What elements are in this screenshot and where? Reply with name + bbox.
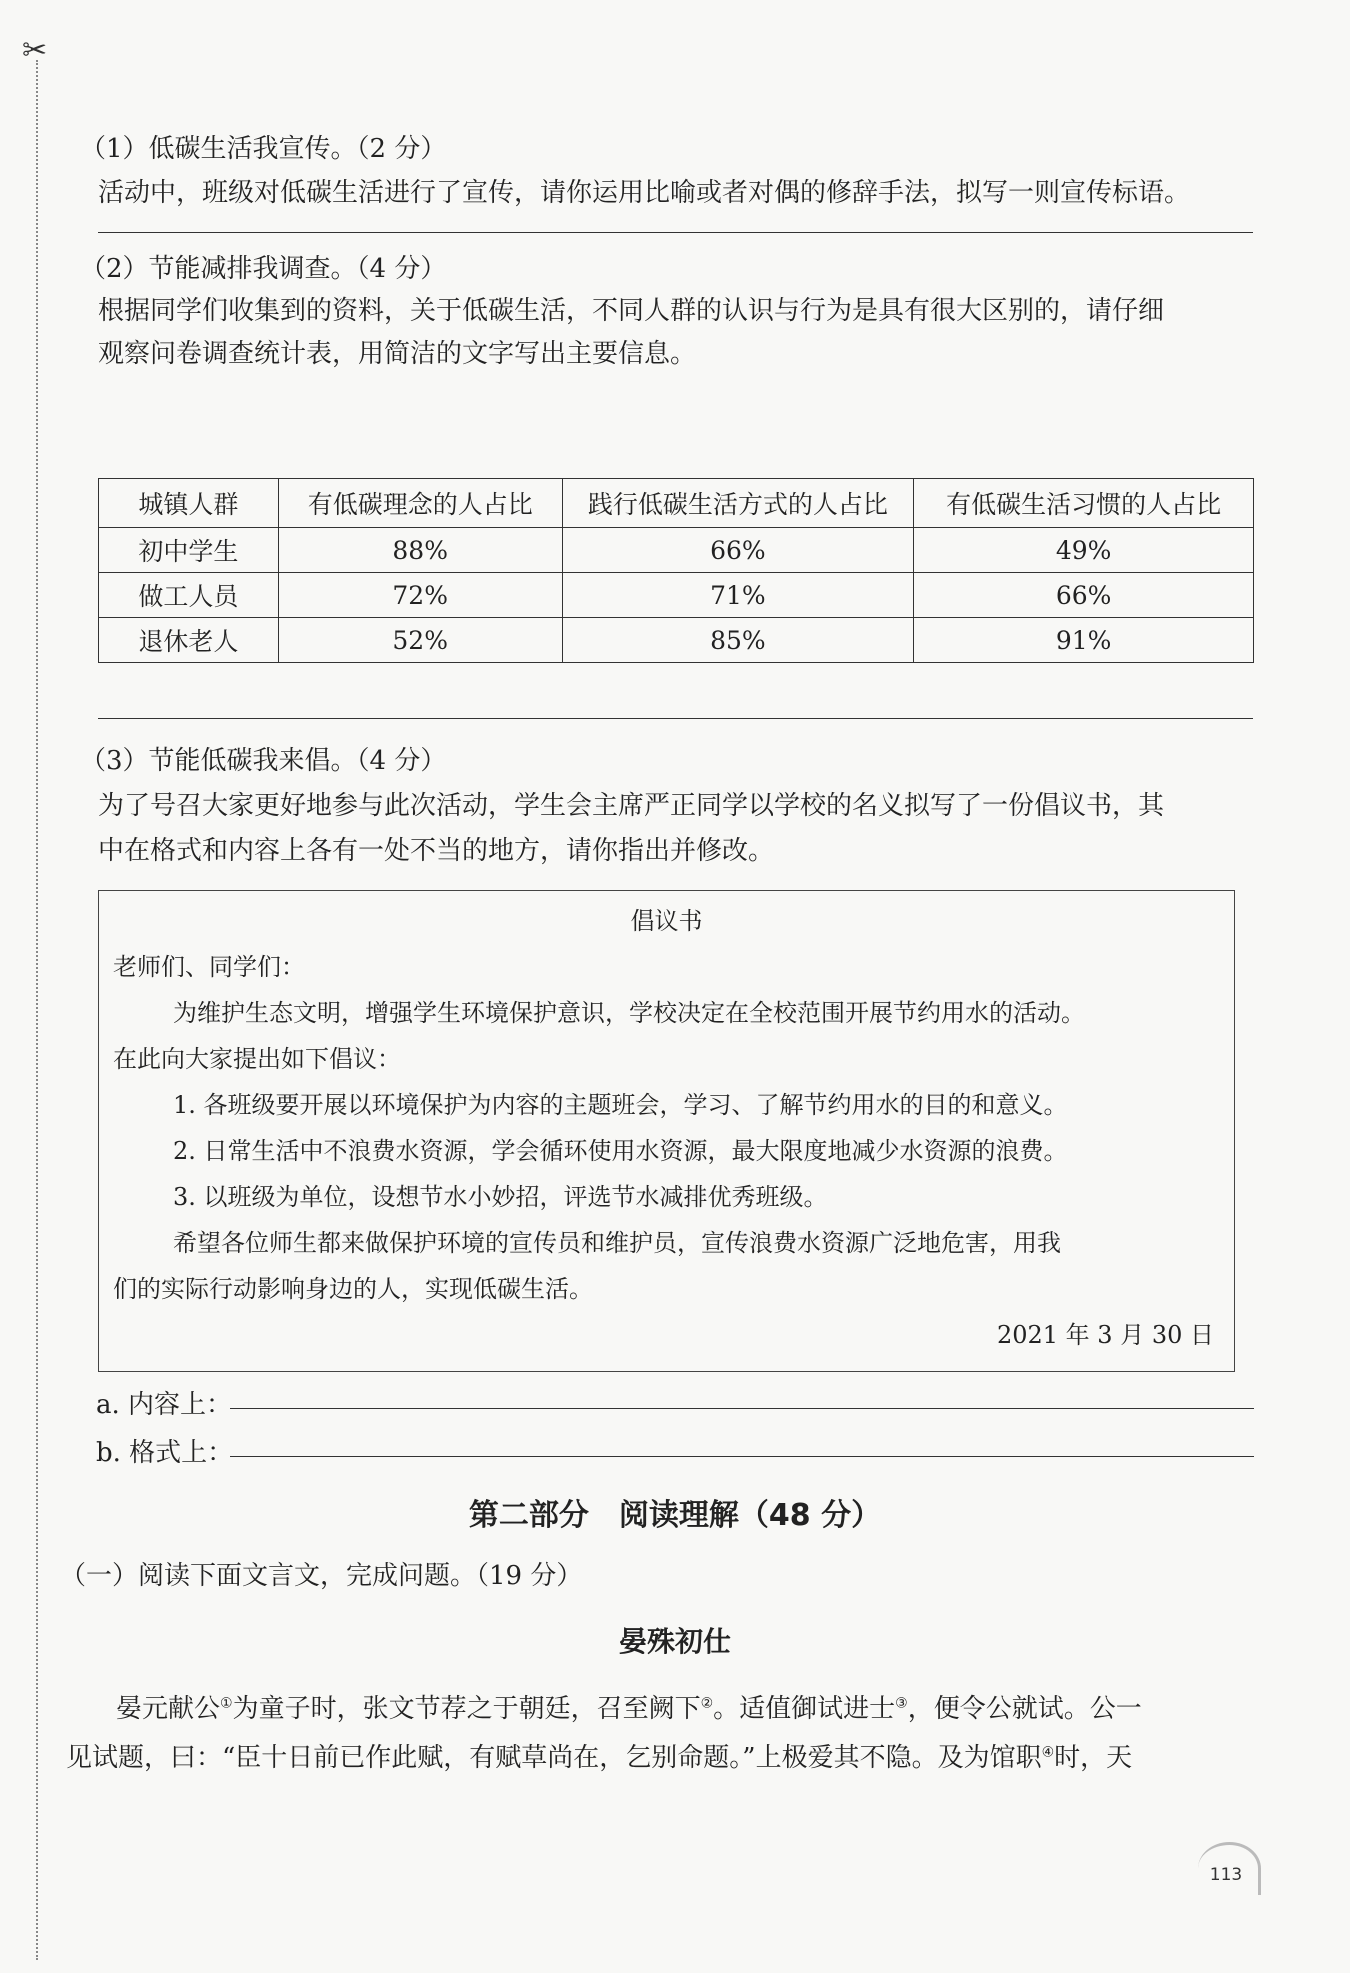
page-number: 113 (1209, 1865, 1243, 1885)
answer-b-line[interactable] (230, 1456, 1254, 1457)
text-segment: 为童子时，张文节荐之于朝廷，召至阙下 (232, 1694, 701, 1724)
proposal-closing-line1: 希望各位师生都来做保护环境的宣传员和维护员，宣传浪费水资源广泛地危害，用我 (173, 1229, 1061, 1257)
table-cell: 71% (562, 573, 914, 618)
part2-title: 第二部分 阅读理解（48 分） (468, 1498, 882, 1533)
table-cell: 退休老人 (99, 618, 279, 663)
footnote-marker: ③ (895, 1695, 908, 1712)
table-header-row (99, 479, 1254, 528)
header-group: 城镇人群 (99, 479, 279, 528)
table-cell: 72% (278, 573, 562, 618)
q3-text-line2: 中在格式和内容上各有一处不当的地方，请你指出并修改。 (98, 836, 775, 866)
part2-subsection: （一）阅读下面文言文，完成问题。（19 分） (60, 1561, 583, 1591)
proposal-intro-line1: 为维护生态文明，增强学生环境保护意识，学校决定在全校范围开展节约用水的活动。 (173, 999, 1085, 1027)
footnote-marker: ④ (1041, 1744, 1055, 1761)
q1-heading: （1）低碳生活我宣传。（2 分） (80, 134, 447, 164)
header-practice: 践行低碳生活方式的人占比 (562, 479, 914, 528)
proposal-item2: 2. 日常生活中不浪费水资源，学会循环使用水资源，最大限度地减少水资源的浪费。 (173, 1137, 1068, 1165)
q2-text-line2: 观察问卷调查统计表，用简洁的文字写出主要信息。 (98, 339, 697, 369)
table-cell: 91% (914, 618, 1254, 663)
q1-text: 活动中，班级对低碳生活进行了宣传，请你运用比喻或者对偶的修辞手法，拟写一则宣传标语。 (98, 178, 1191, 208)
proposal-box (98, 890, 1235, 1372)
table-row (99, 618, 1254, 663)
answer-a-label: a. 内容上： (96, 1390, 233, 1420)
footnote-marker: ① (220, 1695, 233, 1712)
article-title: 晏殊初仕 (618, 1625, 731, 1658)
table-row (99, 528, 1254, 573)
text-segment: 晏元献公 (116, 1694, 221, 1724)
proposal-title: 倡议书 (630, 907, 703, 935)
proposal-intro-line2: 在此向大家提出如下倡议： (113, 1045, 401, 1073)
article-line1 (116, 1688, 1142, 1725)
article-line2 (66, 1737, 1132, 1774)
cut-line (36, 60, 38, 1960)
answer-a-line[interactable] (230, 1408, 1254, 1409)
header-habit: 有低碳生活习惯的人占比 (914, 479, 1254, 528)
proposal-date: 2021 年 3 月 30 日 (996, 1321, 1214, 1349)
text-segment: 见试题，曰：“臣十日前已作此赋，有赋草尚在，乞别命题。”上极爱其不隐。及为馆职 (66, 1743, 1042, 1773)
proposal-closing-line2: 们的实际行动影响身边的人，实现低碳生活。 (113, 1275, 593, 1303)
q3-text-line1: 为了号召大家更好地参与此次活动，学生会主席严正同学以学校的名义拟写了一份倡议书，其 (98, 791, 1165, 821)
table-cell: 66% (562, 528, 914, 573)
q1-answer-line[interactable] (98, 232, 1253, 233)
table-cell: 66% (914, 573, 1254, 618)
table-row (99, 573, 1254, 618)
table-cell: 88% (278, 528, 562, 573)
table-cell: 49% (914, 528, 1254, 573)
scissors-icon: ✂ (22, 33, 48, 68)
text-segment: 时，天 (1054, 1743, 1133, 1773)
footnote-marker: ② (700, 1695, 714, 1712)
header-concept: 有低碳理念的人占比 (278, 479, 562, 528)
table-cell: 52% (278, 618, 562, 663)
survey-table (98, 478, 1254, 663)
q2-text-line1: 根据同学们收集到的资料，关于低碳生活，不同人群的认识与行为是具有很大区别的，请仔细 (98, 296, 1165, 326)
answer-b-label: b. 格式上： (96, 1438, 234, 1468)
proposal-salutation: 老师们、同学们： (113, 953, 305, 981)
table-cell: 初中学生 (99, 528, 279, 573)
q3-heading: （3）节能低碳我来倡。（4 分） (80, 746, 447, 776)
table-cell: 做工人员 (99, 573, 279, 618)
q2-answer-line[interactable] (98, 718, 1253, 719)
text-segment: ，便令公就试。公一 (907, 1694, 1142, 1724)
q2-heading: （2）节能减排我调查。（4 分） (80, 254, 447, 284)
text-segment: 。适值御试进士 (713, 1694, 896, 1724)
proposal-item1: 1. 各班级要开展以环境保护为内容的主题班会，学习、了解节约用水的目的和意义。 (173, 1091, 1068, 1119)
table-cell: 85% (562, 618, 914, 663)
proposal-item3: 3. 以班级为单位，设想节水小妙招，评选节水减排优秀班级。 (173, 1183, 828, 1211)
